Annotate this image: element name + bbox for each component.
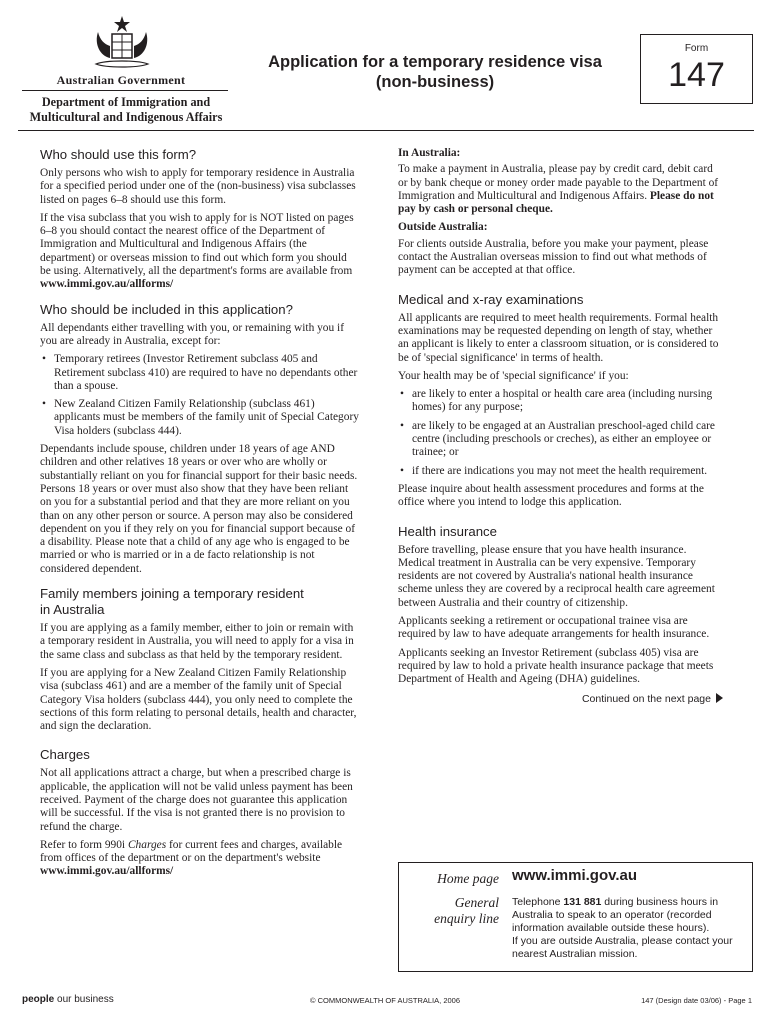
paragraph: Your health may be of 'special significance' if you: bbox=[398, 369, 629, 382]
heading-outside-australia: Outside Australia: bbox=[398, 221, 488, 234]
form-title-line-2: (non-business) bbox=[375, 73, 495, 91]
exceptions-list bbox=[40, 353, 360, 438]
list-item: • if there are indications you may not meet the health requirement. bbox=[398, 465, 723, 478]
heading-who-should-use: Who should use this form? bbox=[40, 147, 197, 162]
paragraph: If the visa subclass that you wish to apply for is NOT listed on pages 6–8 you should contact the nearest office of the Department of Immigration and Multicultural and Indigenous Affairs (the department) or overseas mission to find out which form you should be using. Alternatively, all the department's forms are available from www.immi.gov.au/allforms/ bbox=[40, 211, 354, 291]
section-charges bbox=[40, 747, 360, 878]
form-label: Form bbox=[684, 43, 709, 54]
paragraph: Only persons who wish to apply for temporary residence in Australia for a specified period under one of the (non-business) visa subclasses listed on pages 6–8 should use this form. bbox=[40, 167, 356, 206]
enquiry-line-label: General enquiry line bbox=[434, 895, 499, 926]
heading-in-australia: In Australia: bbox=[398, 147, 461, 159]
paragraph: Before travelling, please ensure that you have health insurance. Medical treatment in Australia can be very expensive. Temporary residents are not covered by Australia's national health insurance scheme unless they are covered by a reciprocal health care agreement between Australia and their country of citizenship. bbox=[398, 543, 715, 609]
paragraph: Please inquire about health assessment procedures and forms at the office where you intend to lodge this application. bbox=[398, 482, 704, 509]
heading-medical: Medical and x-ray examinations bbox=[398, 291, 584, 307]
paragraph: All dependants either travelling with you, or remaining with you if you are already in Australia, except for: bbox=[40, 321, 344, 347]
allforms-link[interactable]: www.immi.gov.au/allforms/ bbox=[40, 278, 174, 291]
phone-number[interactable]: 131 881 bbox=[563, 896, 602, 908]
section-family-members bbox=[40, 586, 360, 733]
section-who-should-use bbox=[40, 147, 360, 292]
paragraph: Applicants seeking an Investor Retirement (subclass 405) visa are required by law to hold a private health insurance package that meets Department of Health and Ageing (DHA) guidelines. bbox=[398, 646, 714, 686]
paragraph: Refer to form 990i Charges for current fees and charges, available from offices of the department or on the department's website www.immi.gov.au/allforms/ bbox=[40, 838, 343, 878]
footer-copyright: © COMMONWEALTH OF AUSTRALIA, 2006 bbox=[310, 996, 460, 1005]
paragraph: Applicants seeking a retirement or occupational trainee visa are required by law to have adequate arrangements for health insurance. bbox=[398, 615, 710, 641]
paragraph: To make a payment in Australia, please pay by credit card, debit card or by bank cheque or money order made payable to the Department of Immigration and Multicultural and Indigenous Affairs. Please do not pay by cash or personal cheque. bbox=[398, 163, 719, 216]
home-page-label: Home page bbox=[437, 871, 499, 886]
government-name: Australian Government bbox=[56, 73, 186, 87]
allforms-link[interactable]: www.immi.gov.au/allforms/ bbox=[40, 865, 174, 878]
paragraph: Dependants include spouse, children under 18 years of age AND children and other relatives 18 years or over who are wholly or substantially reliant on you for financial support for their basic needs. Persons 18 years or over must also show that they have been reliant on you for a substantial period and that they are more reliant on you than on any other person or source. A person may also be considered dependent on you if they rely on you for financial support because of a disability. Please note that a child of any age who is engaged to be married or who is married or in a de facto relationship is not considered dependent. bbox=[40, 443, 358, 575]
paragraph: All applicants are required to meet health requirements. Formal health examinations may be requested depending on length of stay, whether an applicant is likely to enter a classroom situation, or is considered to be of 'special significance' in terms of health. bbox=[398, 311, 719, 364]
header-divider bbox=[18, 130, 754, 131]
department-name bbox=[18, 95, 234, 124]
paragraph: If you are applying as a family member, either to join or remain with a temporary resident in Australia, you will need to apply for a visa in the same class and subclass as that held by the temporary resident. bbox=[40, 622, 354, 661]
paragraph: Not all applications attract a charge, but when a prescribed charge is applicable, the application will not be valid unless payment has been received. Payment of the charge does not guarantee this application will be successful. If the visa is not granted there is no provision to refund the charge. bbox=[40, 767, 353, 833]
footer-page-info: 147 (Design date 03/06) - Page 1 bbox=[641, 996, 752, 1005]
charges-form-name: Charges bbox=[127, 838, 167, 851]
home-page-link[interactable]: www.immi.gov.au bbox=[512, 867, 638, 884]
government-name-rule bbox=[22, 90, 228, 91]
form-title-line-1: Application for a temporary residence visa bbox=[268, 53, 602, 71]
outside-australia-note: If you are outside Australia, please contact your nearest Australian mission. bbox=[512, 935, 733, 960]
significance-list bbox=[398, 388, 723, 478]
paragraph: If you are applying for a New Zealand Citizen Family Relationship visa (subclass 461) and are a member of the family unit of Special Category Visa holders (subclass 444), you only need to complete the sections of this form relating to personal details, health and character, and sign the declaration. bbox=[40, 666, 357, 733]
form-number-box bbox=[640, 34, 753, 104]
department-line-1: Department of Immigration and bbox=[41, 95, 211, 109]
section-health-insurance bbox=[398, 524, 723, 706]
continued-next-page[interactable]: Continued on the next page bbox=[398, 693, 723, 706]
heading-who-included: Who should be included in this application? bbox=[40, 301, 293, 317]
department-line-2: Multicultural and Indigenous Affairs bbox=[29, 109, 223, 124]
heading-charges: Charges bbox=[40, 747, 90, 763]
section-medical bbox=[398, 292, 723, 510]
section-in-australia bbox=[398, 147, 723, 216]
list-item: • are likely to enter a hospital or health care area (including nursing homes) for any purpose; bbox=[398, 388, 723, 415]
form-title bbox=[250, 52, 620, 92]
paragraph: For clients outside Australia, before you make your payment, please contact the Australian overseas mission to find out what methods of payment can be accepted at that office. bbox=[398, 237, 709, 277]
left-column bbox=[40, 147, 360, 889]
heading-family-members: Family members joining a temporary resident in Australia bbox=[40, 586, 304, 618]
heading-health-insurance: Health insurance bbox=[398, 523, 497, 539]
enquiry-line-info: Telephone 131 881 during business hours in Australia to speak to an operator (recorded information available outside these hours). If you are outside Australia, please contact your nearest Australian mission. bbox=[512, 896, 733, 960]
list-item: • New Zealand Citizen Family Relationship (subclass 461) applicants must be members of the family unit of Special Category Visa holders (subclass 444). bbox=[40, 398, 360, 438]
arrow-right-icon bbox=[716, 693, 723, 703]
list-item: • Temporary retirees (Investor Retirement subclass 405 and Retirement subclass 410) are required to have no dependants other than a spouse. bbox=[40, 353, 360, 393]
section-who-included bbox=[40, 302, 360, 576]
form-number: 147 bbox=[668, 56, 725, 94]
coat-of-arms-logo bbox=[82, 14, 162, 74]
list-item: • are likely to be engaged at an Australian preschool-aged child care centre (including preschools or creches), as either an employee or trainee; or bbox=[398, 420, 723, 460]
footer-tagline: people our business bbox=[22, 994, 114, 1005]
contact-box bbox=[398, 862, 753, 972]
section-outside-australia bbox=[398, 221, 723, 277]
right-column bbox=[398, 147, 723, 706]
payment-warning: Please do not pay by cash or personal cheque. bbox=[398, 189, 714, 216]
